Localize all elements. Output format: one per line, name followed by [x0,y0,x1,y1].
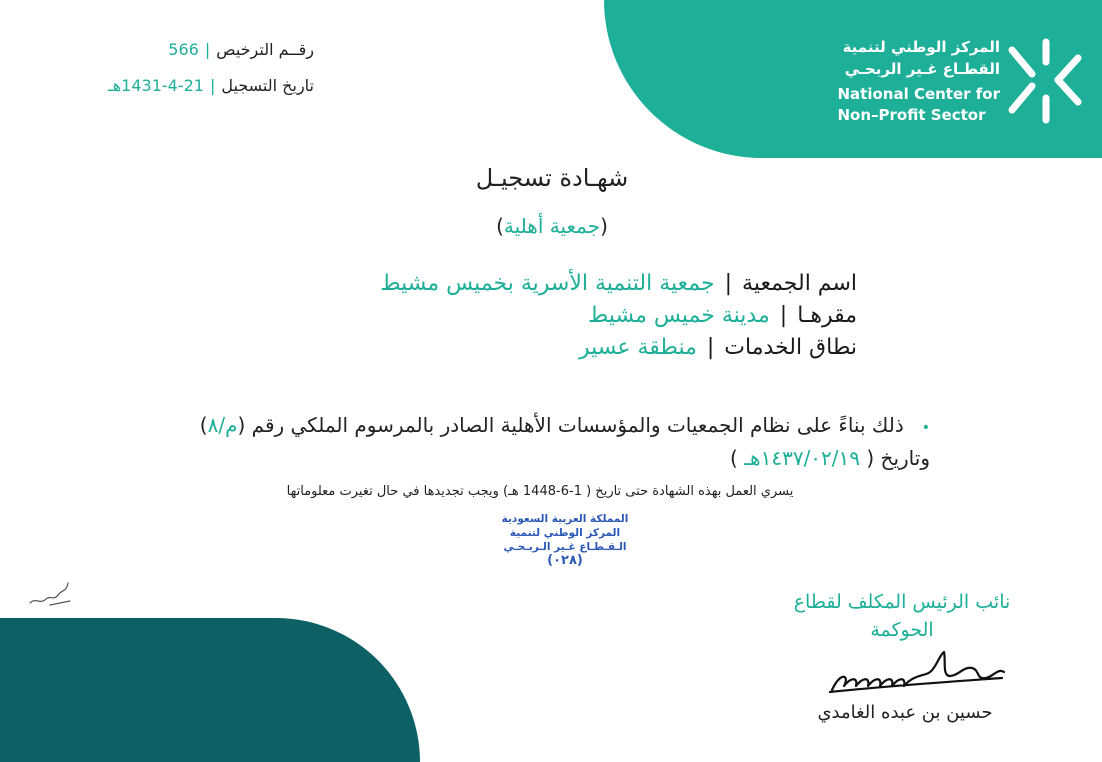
signer-title [770,588,1034,644]
paren-close: ) [600,214,608,238]
validity-note: يسري العمل بهذه الشهادة حتى تاريخ ( 1-6-1448 هـ) ويجب تجديدها في حال تغيرت معلوماتها [286,484,794,499]
org-name-en-line1: National Center for [837,85,1000,103]
signature [826,646,1008,698]
decree-line-1 [140,410,930,443]
separator: | [779,303,788,328]
registration-date-label: تاريخ التسجيل [221,76,314,95]
paren-close: ) [199,413,208,437]
org-name-ar-line2: القطـاع غـير الربحـي [844,60,1000,78]
separator: | [706,335,715,360]
field-value: مدينة خميس مشيط [587,303,770,328]
separator: | [724,271,733,296]
certificate-subtitle [352,214,752,238]
decree-date-label: وتاريخ ( [866,446,930,470]
org-name-en-line2: Non–Profit Sector [837,106,986,124]
stamp-line: المملكة العربية السعودية [501,513,629,525]
field-value: جمعية التنمية الأسرية بخميس مشيط [380,271,715,296]
field-row-service-scope [300,332,857,364]
stamp-line: المركز الوطني لتنمية [509,527,621,539]
field-label: مقرهـا [797,303,857,328]
certificate-title: شهـادة تسجيـل [475,164,629,192]
paren-close: ) [730,446,738,470]
association-details [300,268,857,364]
handwritten-mark [26,575,74,609]
registration-date-value: 21-4-1431هـ [108,76,204,95]
decree-text: ذلك بناءً على نظام الجمعيات والمؤسسات الأهلية الصادر بالمرسوم الملكي رقم ( [237,413,904,437]
org-logo [837,36,1086,128]
bullet-icon: • [921,420,930,436]
decree-line-2 [140,443,930,473]
stamp-code: (٠٢٨) [547,553,583,568]
field-label: اسم الجمعية [742,271,857,296]
entity-type: جمعية أهلية [503,214,601,238]
field-row-headquarters [300,300,857,332]
stamp-line: الـقـطـاع غـير الـربـحـي [503,541,627,553]
separator: | [204,40,211,59]
license-number-value: 566 [168,40,199,59]
signer-name: حسين بن عبده الغامدي [817,702,993,723]
org-name-en [837,84,1000,126]
footer-decor-shape [0,618,420,762]
field-label: نطاق الخدمات [724,335,857,360]
field-value: منطقة عسير [578,335,697,360]
decree-date: ١٤٣٧/٠٢/١٩هـ [737,446,867,470]
org-name-ar-line1: المركز الوطني لتنمية [842,38,1000,56]
decree-number: م/٨ [207,413,238,437]
signer-title-line2: الحوكمة [870,619,934,641]
signer-title-line1: نائب الرئيس المكلف لقطاع [793,591,1011,613]
separator: | [209,76,216,95]
decree-statement [140,410,930,473]
field-row-name [300,268,857,300]
org-name-ar [843,36,1000,80]
registration-date [76,76,314,95]
official-stamp [490,512,640,568]
ncnp-logo-icon [1006,36,1086,126]
license-number-label: رقــم الترخيص [216,40,314,59]
license-number [76,40,314,59]
paren-open: ( [496,214,504,238]
